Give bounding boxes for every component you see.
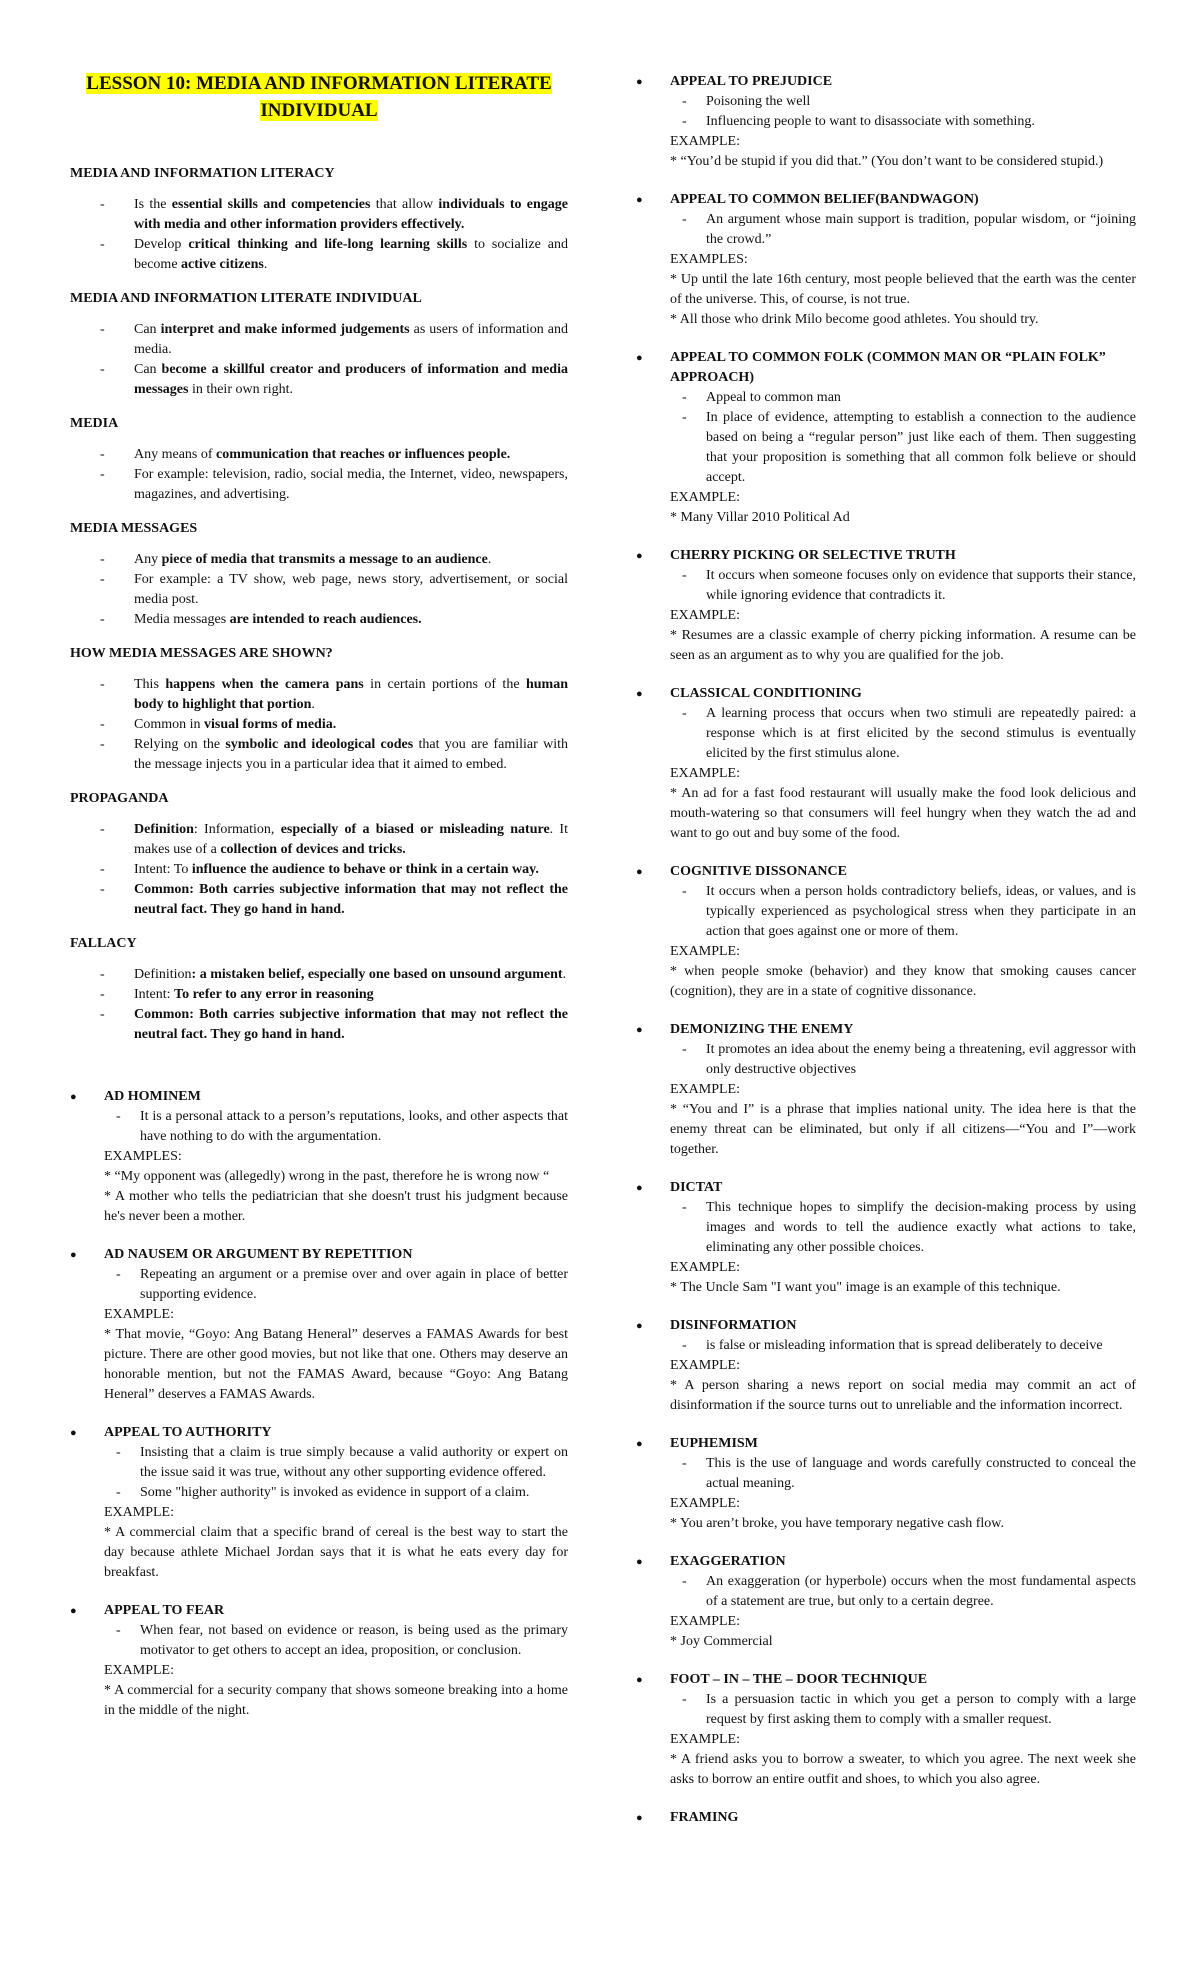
- fallacy-entry: [636, 1808, 1136, 1828]
- fallacy-list-left: [70, 1087, 568, 1721]
- bullet-item: [70, 985, 568, 1005]
- lesson-title: [70, 70, 568, 124]
- bullet-text: symbolic and ideological codes: [225, 737, 414, 752]
- bullet-item: [70, 570, 568, 610]
- bullet-text: individuals to engage with media and other information providers effectively.: [134, 197, 569, 232]
- example-text: * “My opponent was (allegedly) wrong in the past, therefore he is wrong now “: [104, 1169, 550, 1184]
- example-label: EXAMPLE:: [670, 1732, 740, 1747]
- fallacy-name: ● DISINFORMATION: [636, 1316, 1136, 1336]
- section-heading: FALLACY: [70, 936, 137, 951]
- example-label: EXAMPLE:: [670, 1614, 740, 1629]
- bullet-text: .: [487, 552, 492, 567]
- bullet-text: .: [562, 967, 567, 982]
- fallacy-points: [636, 1336, 1136, 1356]
- bullet-item: [70, 880, 568, 920]
- fallacy-point: - Is a persuasion tactic in which you get a person to comply with a large request by first asking them to comply with a smaller request.: [670, 1690, 1136, 1730]
- example-label: EXAMPLE:: [104, 1663, 174, 1678]
- fallacy-name: ● CHERRY PICKING OR SELECTIVE TRUTH: [636, 546, 1136, 566]
- fallacy-list-right: [636, 72, 1136, 1828]
- fallacy-entry: [636, 348, 1136, 528]
- fallacy-name: ● FRAMING: [636, 1808, 1136, 1828]
- example-text: * “You’d be stupid if you did that.” (You don’t want to be considered stupid.): [670, 154, 1104, 169]
- fallacy-point: - An argument whose main support is tradition, popular wisdom, or “joining the crowd.”: [670, 210, 1136, 250]
- lesson-title-line-2: INDIVIDUAL: [260, 100, 378, 121]
- bullet-text: Media messages: [134, 612, 230, 627]
- bullet-text: collection of devices and tricks.: [220, 842, 406, 857]
- bullet-text: are intended to reach audiences.: [229, 612, 422, 627]
- fallacy-points: [636, 92, 1136, 132]
- bullet-text: piece of media that transmits a message to an audience: [161, 552, 488, 567]
- fallacy-point: - Influencing people to want to disassociate with something.: [670, 112, 1136, 132]
- section-bullets: [70, 550, 568, 630]
- bullet-item: [70, 860, 568, 880]
- definition-section: [70, 934, 568, 1045]
- fallacy-point: - Appeal to common man: [670, 388, 1136, 408]
- bullet-text: Relying on the: [134, 737, 226, 752]
- bullet-text: human body to highlight that portion: [134, 677, 568, 712]
- fallacy-points: [636, 1454, 1136, 1494]
- section-heading: MEDIA: [70, 416, 119, 431]
- fallacy-point: - A learning process that occurs when two stimuli are repeatedly paired: a response which is at first elicited by the second stimulus is eventually elicited by the first stimulus alone.: [670, 704, 1136, 764]
- fallacy-point: - When fear, not based on evidence or reason, is being used as the primary motivator to get others to accept an idea, proposition, or conclusion.: [104, 1621, 568, 1661]
- fallacy-point: - Insisting that a claim is true simply because a valid authority or expert on the issue said it was true, without any other supporting evidence offered.: [104, 1443, 568, 1483]
- fallacy-name: ● DICTAT: [636, 1178, 1136, 1198]
- definition-sections: [70, 164, 568, 1045]
- fallacy-point: - Repeating an argument or a premise over and over again in place of better supporting evidence.: [104, 1265, 568, 1305]
- section-bullets: [70, 820, 568, 920]
- definition-section: [70, 414, 568, 505]
- fallacy-entry: [636, 1178, 1136, 1298]
- example-label: EXAMPLE:: [104, 1307, 174, 1322]
- bullet-item: [70, 550, 568, 570]
- bullet-text: Can: [134, 362, 162, 377]
- definition-section: [70, 164, 568, 275]
- fallacy-points: [70, 1621, 568, 1661]
- example-label: EXAMPLE:: [670, 608, 740, 623]
- bullet-text: To refer to any error in reasoning: [174, 987, 374, 1002]
- example-label: EXAMPLE:: [670, 1496, 740, 1511]
- fallacy-entry: [636, 190, 1136, 330]
- section-bullets: [70, 675, 568, 775]
- fallacy-points: [636, 704, 1136, 764]
- bullet-item: [70, 465, 568, 505]
- example-label: EXAMPLE:: [670, 944, 740, 959]
- bullet-item: [70, 445, 568, 465]
- bullet-text: Common: Both carries subjective information that may not reflect the neutral fact. They go hand in hand.: [134, 882, 568, 917]
- section-heading: PROPAGANDA: [70, 791, 169, 806]
- fallacy-points: [636, 210, 1136, 250]
- bullet-text: Any: [134, 552, 162, 567]
- section-bullets: [70, 320, 568, 400]
- bullet-text: communication that reaches or influences people.: [216, 447, 511, 462]
- section-heading: HOW MEDIA MESSAGES ARE SHOWN?: [70, 646, 333, 661]
- fallacy-name: ● CLASSICAL CONDITIONING: [636, 684, 1136, 704]
- fallacy-point: - Some "higher authority" is invoked as evidence in support of a claim.: [104, 1483, 568, 1503]
- example-text: * Many Villar 2010 Political Ad: [670, 510, 850, 525]
- bullet-text: For example: a TV show, web page, news story, advertisement, or social media post.: [134, 572, 568, 607]
- example-text: * An ad for a fast food restaurant will usually make the food look delicious and mouth-watering so that consumers will feel hungry when they watch the ad and want to go out and buy some of the food.: [670, 786, 1136, 841]
- fallacy-name: ● APPEAL TO COMMON BELIEF(BANDWAGON): [636, 190, 1136, 210]
- example-text: * A person sharing a news report on social media may commit an act of disinformation if the source turns out to unreliable and the information incorrect.: [670, 1378, 1136, 1413]
- fallacy-name: ● EXAGGERATION: [636, 1552, 1136, 1572]
- bullet-item: [70, 715, 568, 735]
- bullet-text: .: [311, 697, 315, 712]
- example-text: * A friend asks you to borrow a sweater, to which you agree. The next week she asks to borrow an entire outfit and shoes, to which you also agree.: [670, 1752, 1136, 1787]
- fallacy-name: ● FOOT – IN – THE – DOOR TECHNIQUE: [636, 1670, 1136, 1690]
- fallacy-points: [636, 388, 1136, 488]
- bullet-item: [70, 735, 568, 775]
- definition-section: [70, 289, 568, 400]
- bullet-text: in their own right.: [188, 382, 294, 397]
- bullet-text: active citizens: [181, 257, 264, 272]
- fallacy-entry: [636, 1670, 1136, 1790]
- fallacy-points: [70, 1107, 568, 1147]
- example-label: EXAMPLES:: [104, 1149, 182, 1164]
- fallacy-point: - It occurs when a person holds contradictory beliefs, ideas, or values, and is typically experienced as psychological stress when they participate in an action that goes against one or more of them.: [670, 882, 1136, 942]
- fallacy-name: ● APPEAL TO AUTHORITY: [70, 1423, 568, 1443]
- bullet-text: interpret and make informed judgements: [160, 322, 410, 337]
- example-label: EXAMPLE:: [670, 490, 740, 505]
- definition-section: [70, 789, 568, 920]
- example-text: * A commercial for a security company that shows someone breaking into a home in the middle of the night.: [104, 1683, 568, 1718]
- bullet-text: Common in: [134, 717, 205, 732]
- fallacy-name: ● APPEAL TO COMMON FOLK (COMMON MAN OR “PLAIN FOLK” APPROACH): [636, 348, 1136, 388]
- example-label: EXAMPLE:: [670, 766, 740, 781]
- bullet-item: [70, 820, 568, 860]
- fallacy-point: - In place of evidence, attempting to establish a connection to the audience based on being a “regular person” just like each of them. Then suggesting that your proposition is something that all common folk believe or should accept.: [670, 408, 1136, 488]
- bullet-text: become a skillful creator and producers of information and media messages: [134, 362, 568, 397]
- example-label: EXAMPLE:: [670, 1082, 740, 1097]
- fallacy-points: [636, 1690, 1136, 1730]
- example-text: * A commercial claim that a specific brand of cereal is the best way to start the day because athlete Michael Jordan says that it is what he eats every day for breakfast.: [104, 1525, 568, 1580]
- fallacy-name: ● AD HOMINEM: [70, 1087, 568, 1107]
- fallacy-entry: [70, 1423, 568, 1583]
- fallacy-entry: [636, 1020, 1136, 1160]
- bullet-text: . It makes use of a: [134, 822, 568, 857]
- fallacy-entry: [636, 1316, 1136, 1416]
- bullet-item: [70, 195, 568, 235]
- example-text: * when people smoke (behavior) and they know that smoking causes cancer (cognition), they are in a state of cognitive dissonance.: [670, 964, 1136, 999]
- bullet-text: Develop: [134, 237, 189, 252]
- example-label: EXAMPLE:: [670, 1358, 740, 1373]
- example-text: * That movie, “Goyo: Ang Batang Heneral” deserves a FAMAS Awards for best picture. There are other good movies, but not like that one. Others may deserve an honorable mention, but not the FAMAS Award, because “Goyo: Ang Batang Heneral” deserves a FAMAS Awards.: [104, 1327, 568, 1402]
- bullet-text: happens when the camera pans: [165, 677, 364, 692]
- fallacy-point: - Poisoning the well: [670, 92, 1136, 112]
- fallacy-entry: [70, 1087, 568, 1227]
- bullet-text: as users of information and media.: [134, 322, 568, 357]
- bullet-item: [70, 320, 568, 360]
- fallacy-name: ● APPEAL TO FEAR: [70, 1601, 568, 1621]
- fallacy-point: - It occurs when someone focuses only on evidence that supports their stance, while ignoring evidence that contradicts it.: [670, 566, 1136, 606]
- bullet-item: [70, 965, 568, 985]
- bullet-text: .: [263, 257, 268, 272]
- example-text: * The Uncle Sam "I want you" image is an example of this technique.: [670, 1280, 1061, 1295]
- fallacy-name: ● DEMONIZING THE ENEMY: [636, 1020, 1136, 1040]
- section-bullets: [70, 445, 568, 505]
- fallacy-entry: [636, 1434, 1136, 1534]
- fallacy-point: - This technique hopes to simplify the decision-making process by using images and words to tell the audience exactly what actions to take, eliminating any other possible choices.: [670, 1198, 1136, 1258]
- bullet-text: Definition: [134, 822, 194, 837]
- fallacy-point: - An exaggeration (or hyperbole) occurs when the most fundamental aspects of a statement are true, but only to a certain degree.: [670, 1572, 1136, 1612]
- example-text: * Joy Commercial: [670, 1634, 773, 1649]
- bullet-text: that you are familiar with the message injects you in a particular idea that it aimed to embed.: [134, 737, 568, 772]
- example-label: EXAMPLE:: [104, 1505, 174, 1520]
- fallacy-entry: [636, 72, 1136, 172]
- bullet-text: Is the: [134, 197, 172, 212]
- example-text: * A mother who tells the pediatrician that she doesn't trust his judgment because he's never been a mother.: [104, 1189, 568, 1224]
- fallacy-entry: [70, 1245, 568, 1405]
- bullet-text: : a mistaken belief, especially one based on unsound argument: [191, 967, 563, 982]
- lesson-title-line-1: LESSON 10: MEDIA AND INFORMATION LITERATE: [86, 73, 552, 94]
- fallacy-points: [70, 1265, 568, 1305]
- bullet-item: [70, 235, 568, 275]
- fallacy-points: [636, 1572, 1136, 1612]
- example-text: * Resumes are a classic example of cherry picking information. A resume can be seen as an argument as to why you are qualified for the job.: [670, 628, 1136, 663]
- bullet-item: [70, 610, 568, 630]
- section-heading: MEDIA MESSAGES: [70, 521, 198, 536]
- example-text: * All those who drink Milo become good athletes. You should try.: [670, 312, 1039, 327]
- bullet-text: influence the audience to behave or think in a certain way.: [191, 862, 539, 877]
- fallacy-points: [636, 882, 1136, 942]
- bullet-text: Definition: [134, 967, 192, 982]
- bullet-text: : Information,: [193, 822, 281, 837]
- example-text: * “You and I” is a phrase that implies national unity. The idea here is that the enemy threat can be eliminated, but only if all citizens—“You and I”—work together.: [670, 1102, 1136, 1157]
- fallacy-name: ● COGNITIVE DISSONANCE: [636, 862, 1136, 882]
- example-label: EXAMPLES:: [670, 252, 748, 267]
- bullet-text: that allow: [370, 197, 439, 212]
- bullet-item: [70, 675, 568, 715]
- fallacy-points: [636, 1040, 1136, 1080]
- fallacy-point: - This is the use of language and words carefully constructed to conceal the actual meaning.: [670, 1454, 1136, 1494]
- fallacy-entry: [70, 1601, 568, 1721]
- section-heading: MEDIA AND INFORMATION LITERACY: [70, 166, 335, 181]
- fallacy-name: ● APPEAL TO PREJUDICE: [636, 72, 1136, 92]
- bullet-text: Intent:: [134, 987, 175, 1002]
- fallacy-point: - It promotes an idea about the enemy being a threatening, evil aggressor with only destructive objectives: [670, 1040, 1136, 1080]
- example-label: EXAMPLE:: [670, 134, 740, 149]
- bullet-item: [70, 1005, 568, 1045]
- bullet-text: This: [134, 677, 166, 692]
- definition-section: [70, 644, 568, 775]
- definition-section: [70, 519, 568, 630]
- fallacy-points: [636, 566, 1136, 606]
- fallacy-entry: [636, 1552, 1136, 1652]
- section-bullets: [70, 965, 568, 1045]
- bullet-item: [70, 360, 568, 400]
- right-column: [636, 0, 1136, 1846]
- example-label: EXAMPLE:: [670, 1260, 740, 1275]
- bullet-text: For example: television, radio, social media, the Internet, video, newspapers, magazines, and advertising.: [134, 467, 568, 502]
- bullet-text: visual forms of media.: [204, 717, 337, 732]
- example-text: * You aren’t broke, you have temporary negative cash flow.: [670, 1516, 1004, 1531]
- example-text: * Up until the late 16th century, most people believed that the earth was the center of the universe. This, of course, is not true.: [670, 272, 1136, 307]
- fallacy-entry: [636, 546, 1136, 666]
- fallacy-point: - It is a personal attack to a person’s reputations, looks, and other aspects that have nothing to do with the argumentation.: [104, 1107, 568, 1147]
- bullet-text: critical thinking and life-long learning skills: [188, 237, 468, 252]
- section-heading: MEDIA AND INFORMATION LITERATE INDIVIDUAL: [70, 291, 422, 306]
- bullet-text: in certain portions of the: [363, 677, 526, 692]
- bullet-text: Intent: To: [134, 862, 192, 877]
- fallacy-entry: [636, 862, 1136, 1002]
- fallacy-point: - is false or misleading information that is spread deliberately to deceive: [670, 1336, 1136, 1356]
- section-bullets: [70, 195, 568, 275]
- bullet-text: Any means of: [134, 447, 217, 462]
- fallacy-name: ● EUPHEMISM: [636, 1434, 1136, 1454]
- bullet-text: to socialize and become: [134, 237, 568, 272]
- fallacy-name: ● AD NAUSEM OR ARGUMENT BY REPETITION: [70, 1245, 568, 1265]
- fallacy-points: [70, 1443, 568, 1503]
- fallacy-points: [636, 1198, 1136, 1258]
- bullet-text: Common: Both carries subjective information that may not reflect the neutral fact. They go hand in hand.: [134, 1007, 568, 1042]
- left-column: [70, 0, 568, 1739]
- bullet-text: essential skills and competencies: [171, 197, 371, 212]
- bullet-text: especially of a biased or misleading nature: [280, 822, 550, 837]
- bullet-text: Can: [134, 322, 161, 337]
- fallacy-entry: [636, 684, 1136, 844]
